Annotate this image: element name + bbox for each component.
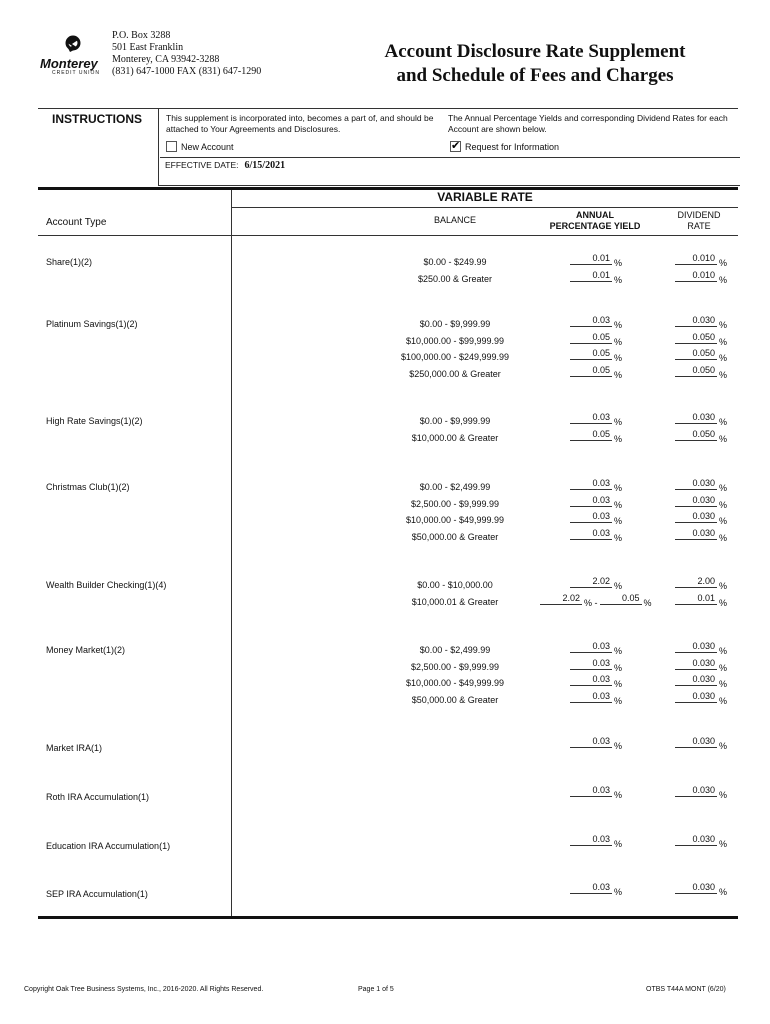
account-type: Christmas Club(1)(2) (46, 482, 130, 492)
dividend-number: 0.030 (675, 641, 717, 653)
address-line: 501 East Franklin (112, 42, 184, 53)
new-account-label: New Account (181, 141, 234, 152)
dividend-value: 0.030 % (675, 412, 727, 424)
dividend-number: 0.030 (675, 691, 717, 703)
logo-wordmark: Monterey (40, 56, 98, 71)
balance-tier: $2,500.00 - $9,999.99 (410, 661, 500, 672)
dividend-value: 0.030 % (675, 691, 727, 703)
dividend-value: 0.050 % (675, 365, 727, 377)
title-line-1: Account Disclosure Rate Supplement (384, 41, 686, 62)
balance-tier: $250,000.00 & Greater (409, 368, 501, 379)
apy-value: 0.03 % (570, 834, 622, 846)
dividend-value: 0.030 % (675, 674, 727, 686)
apy-value: 0.05 % (570, 332, 622, 344)
apy-value: 0.03 % (570, 412, 622, 424)
apy-value: 0.03 % (570, 528, 622, 540)
dividend-number: 0.050 (675, 348, 717, 360)
dividend-number: 0.050 (675, 332, 717, 344)
apy-value: 2.02 % - 0.05 % (540, 593, 652, 605)
apy-number: 0.03 (570, 511, 612, 523)
dividend-value: 0.030 % (675, 511, 727, 523)
apy-number: 0.01 (570, 270, 612, 282)
account-type: Share(1)(2) (46, 257, 93, 267)
request-info-checkbox[interactable] (450, 141, 461, 152)
balance-tier: $0.00 - $9,999.99 (419, 319, 491, 329)
title-line-2: and Schedule of Fees and Charges (396, 65, 674, 86)
apy-value: 0.05 % (570, 429, 622, 441)
new-account-option[interactable] (166, 141, 234, 152)
apy-number: 0.03 (570, 674, 612, 686)
instructions-label: INSTRUCTIONS (52, 112, 142, 126)
dividend-value: 0.030 % (675, 495, 727, 507)
apy-number: 0.05 (570, 332, 612, 344)
dividend-value: 0.030 % (675, 478, 727, 490)
page-title (340, 40, 730, 88)
balance-tier: $10,000.01 & Greater (411, 596, 499, 607)
apy-value: 0.05 % (570, 365, 622, 377)
apy-number: 2.02 (570, 576, 612, 588)
account-type: Money Market(1)(2) (46, 645, 126, 655)
account-type: Market IRA(1) (46, 743, 103, 753)
dividend-header-line: RATE (687, 221, 711, 231)
table-bottom-rule (38, 916, 738, 919)
apy-number: 0.03 (570, 785, 612, 797)
instructions-text-right: The Annual Percentage Yields and corresponding Dividend Rates for each Account are shown below. (448, 113, 728, 134)
address-line: P.O. Box 3288 (112, 30, 171, 41)
dividend-value: 0.030 % (675, 834, 727, 846)
apy-number: 0.05 (570, 348, 612, 360)
apy-number: 0.03 (570, 834, 612, 846)
balance-tier: $0.00 - $9,999.99 (419, 416, 491, 426)
apy-min: 2.02 (540, 593, 582, 605)
balance-tier: $50,000.00 & Greater (411, 694, 499, 705)
apy-value: 0.03 % (570, 691, 622, 703)
dividend-number: 0.030 (675, 315, 717, 327)
effective-date-label: EFFECTIVE DATE: (165, 160, 239, 170)
dividend-number: 0.010 (675, 270, 717, 282)
dividend-number: 0.010 (675, 253, 717, 265)
divider (232, 207, 738, 208)
apy-number: 0.03 (570, 412, 612, 424)
balance-tier: $0.00 - $10,000.00 (417, 580, 493, 590)
apy-value: 0.03 % (570, 315, 622, 327)
apy-number: 0.03 (570, 478, 612, 490)
apy-number: 0.03 (570, 495, 612, 507)
apy-number: 0.03 (570, 315, 612, 327)
balance-tier: $100,000.00 - $249,999.99 (400, 352, 510, 362)
dividend-number: 0.050 (675, 365, 717, 377)
new-account-checkbox[interactable] (166, 141, 177, 152)
dividend-value: 0.050 % (675, 332, 727, 344)
apy-value: 0.03 % (570, 785, 622, 797)
effective-date (165, 160, 285, 171)
logo-subtitle: CREDIT UNION (52, 70, 101, 76)
address-line: (831) 647-1000 FAX (831) 647-1290 (112, 66, 262, 77)
apy-value: 0.01 % (570, 270, 622, 282)
apy-value: 0.05 % (570, 348, 622, 360)
column-divider (231, 190, 232, 918)
dividend-number: 0.030 (675, 658, 717, 670)
apy-number: 0.03 (570, 691, 612, 703)
dividend-value: 0.030 % (675, 528, 727, 540)
instructions-text-left: This supplement is incorporated into, becomes a part of, and should be attached to Your Agreements and Disclosures. (166, 113, 434, 134)
dividend-number: 0.030 (675, 882, 717, 894)
form-id: OTBS T44A MONT (6/20) (646, 986, 726, 993)
section-title: VARIABLE RATE (437, 190, 533, 204)
apy-value: 0.03 % (570, 495, 622, 507)
column-header-balance: BALANCE (433, 215, 477, 225)
dividend-number: 0.030 (675, 495, 717, 507)
apy-value: 0.03 % (570, 882, 622, 894)
dividend-value: 2.00 % (675, 576, 727, 588)
dividend-value: 0.050 % (675, 348, 727, 360)
balance-tier: $0.00 - $2,499.99 (419, 645, 491, 655)
dividend-value: 0.030 % (675, 785, 727, 797)
address-line: Monterey, CA 93942-3288 (112, 54, 220, 65)
balance-tier: $10,000.00 - $49,999.99 (405, 678, 505, 688)
apy-value: 0.03 % (570, 641, 622, 653)
dividend-number: 0.030 (675, 528, 717, 540)
divider (160, 157, 740, 158)
apy-value: 2.02 % (570, 576, 622, 588)
effective-date-value: 6/15/2021 (244, 160, 286, 171)
apy-header-line: ANNUAL (576, 210, 614, 220)
apy-number: 0.03 (570, 736, 612, 748)
apy-number: 0.05 (570, 429, 612, 441)
apy-number: 0.03 (570, 882, 612, 894)
column-header-account: Account Type (46, 217, 107, 228)
balance-tier: $10,000.00 - $49,999.99 (405, 515, 505, 525)
divider (38, 108, 738, 109)
dividend-value: 0.030 % (675, 882, 727, 894)
apy-number: 0.03 (570, 658, 612, 670)
dividend-number: 0.030 (675, 834, 717, 846)
account-type: Platinum Savings(1)(2) (46, 319, 138, 329)
apy-header-line: PERCENTAGE YIELD (549, 221, 641, 231)
dividend-number: 0.050 (675, 429, 717, 441)
dividend-number: 0.030 (675, 478, 717, 490)
address-block (112, 30, 261, 78)
dividend-number: 0.030 (675, 412, 717, 424)
divider (158, 185, 740, 186)
divider (38, 235, 738, 236)
dividend-number: 0.030 (675, 674, 717, 686)
copyright: Copyright Oak Tree Business Systems, Inc., 2016-2020. All Rights Reserved. (24, 986, 264, 993)
divider (158, 108, 159, 186)
dividend-value: 0.030 % (675, 658, 727, 670)
apy-value: 0.03 % (570, 736, 622, 748)
balance-tier: $2,500.00 - $9,999.99 (410, 498, 500, 509)
balance-tier: $50,000.00 & Greater (411, 531, 499, 542)
dividend-value: 0.030 % (675, 641, 727, 653)
apy-value: 0.01 % (570, 253, 622, 265)
balance-tier: $10,000.00 & Greater (411, 432, 499, 443)
apy-number: 0.03 (570, 641, 612, 653)
account-type: Wealth Builder Checking(1)(4) (46, 580, 167, 590)
balance-tier: $10,000.00 - $99,999.99 (405, 335, 505, 346)
dividend-value: 0.050 % (675, 429, 727, 441)
apy-value: 0.03 % (570, 478, 622, 490)
dividend-number: 0.030 (675, 785, 717, 797)
column-header-dividend (660, 210, 738, 232)
dividend-header-line: DIVIDEND (677, 210, 721, 220)
account-type: High Rate Savings(1)(2) (46, 416, 143, 426)
page-number: Page 1 of 5 (358, 986, 394, 993)
dividend-value: 0.030 % (675, 736, 727, 748)
account-type: SEP IRA Accumulation(1) (46, 889, 148, 899)
dividend-value: 0.030 % (675, 315, 727, 327)
apy-number: 0.03 (570, 528, 612, 540)
balance-tier: $0.00 - $2,499.99 (419, 482, 491, 492)
balance-tier: $250.00 & Greater (417, 273, 493, 284)
apy-number: 0.01 (570, 253, 612, 265)
dividend-number: 0.030 (675, 511, 717, 523)
dividend-value: 0.01 % (675, 593, 727, 605)
request-info-label: Request for Information (465, 141, 560, 152)
request-info-option[interactable] (450, 141, 559, 152)
dividend-number: 0.030 (675, 736, 717, 748)
dividend-value: 0.010 % (675, 270, 727, 282)
account-type: Education IRA Accumulation(1) (46, 841, 171, 851)
credit-union-logo (34, 34, 114, 74)
column-header-apy (530, 210, 660, 232)
apy-value: 0.03 % (570, 658, 622, 670)
balance-tier: $0.00 - $249.99 (423, 257, 487, 267)
account-type: Roth IRA Accumulation(1) (46, 792, 150, 802)
dividend-number: 0.01 (675, 593, 717, 605)
dividend-number: 2.00 (675, 576, 717, 588)
apy-value: 0.03 % (570, 674, 622, 686)
apy-max: 0.05 (600, 593, 642, 605)
apy-value: 0.03 % (570, 511, 622, 523)
dividend-value: 0.010 % (675, 253, 727, 265)
apy-number: 0.05 (570, 365, 612, 377)
